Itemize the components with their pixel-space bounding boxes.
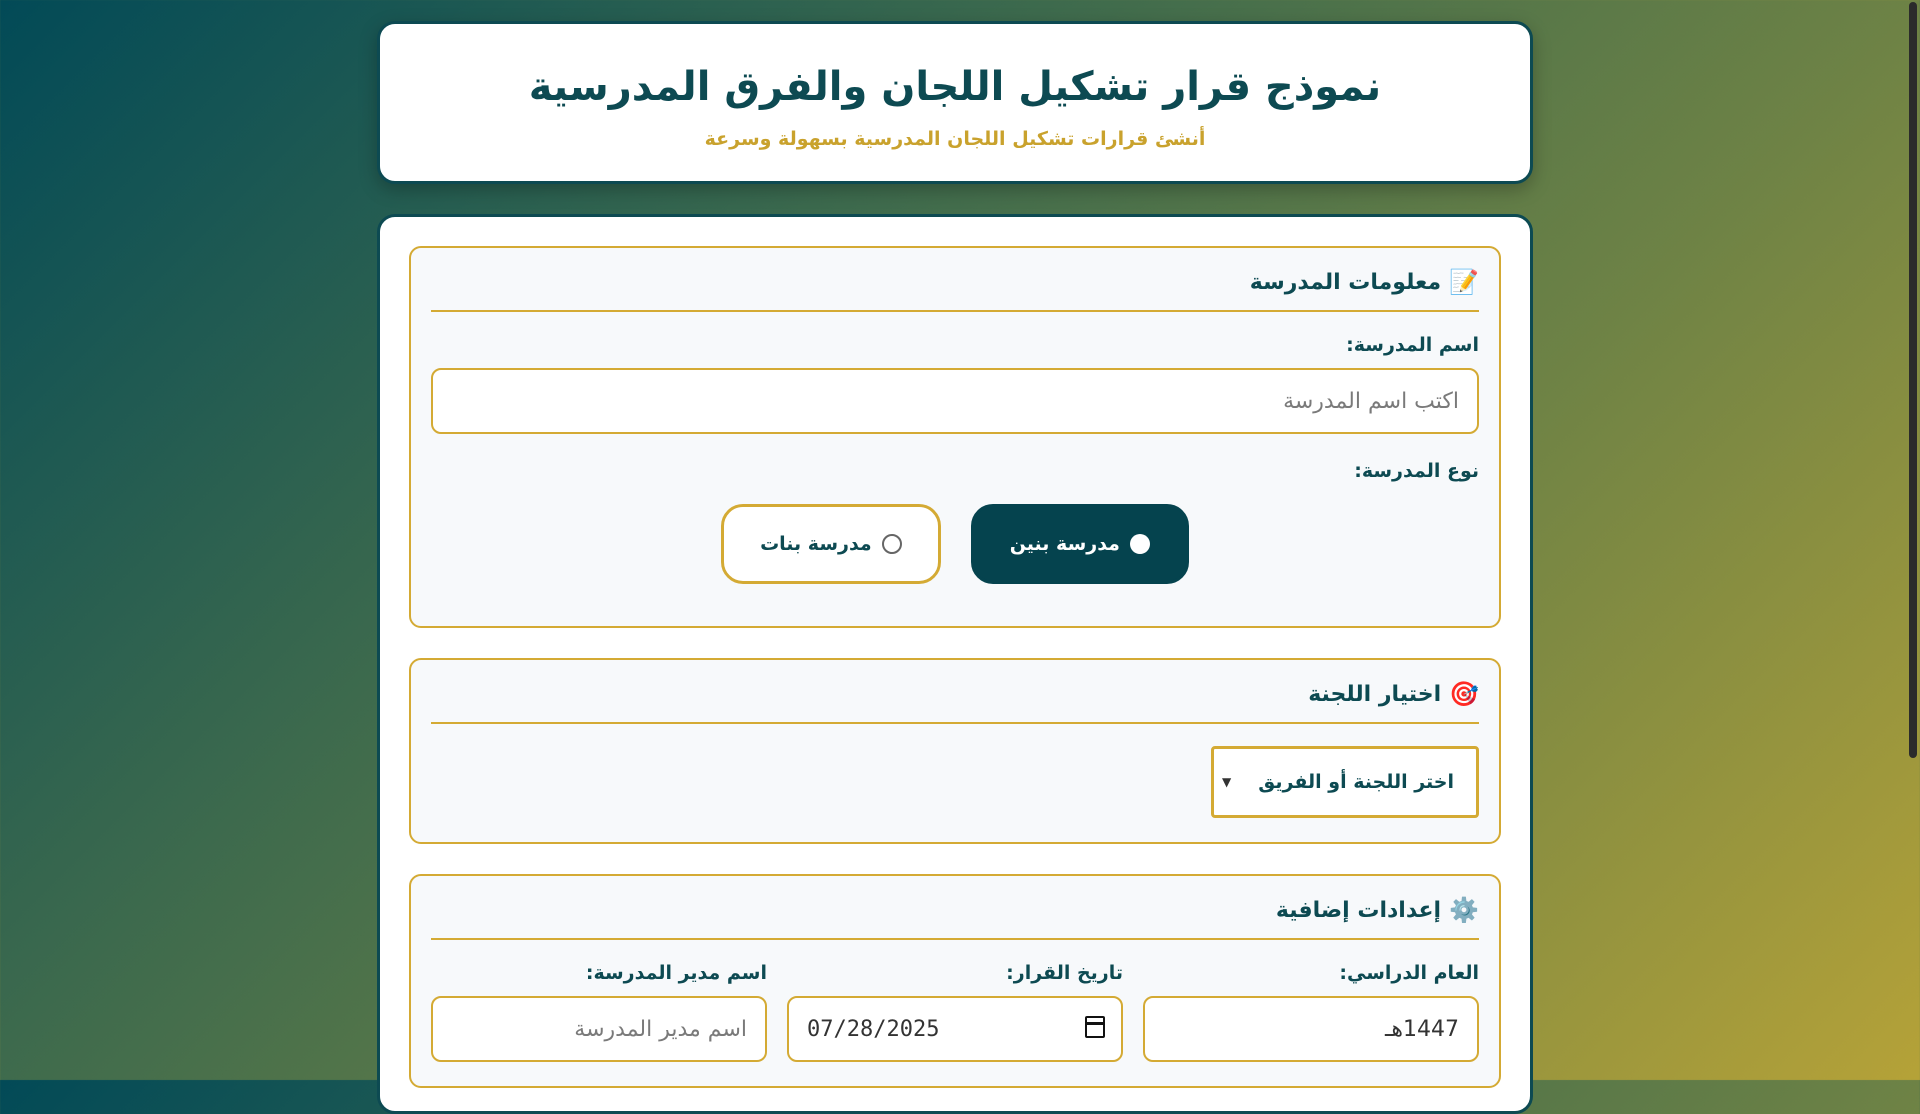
header-card <box>377 21 1533 184</box>
page-container <box>377 21 1533 1114</box>
committee-section <box>409 658 1501 844</box>
school-info-section <box>409 246 1501 628</box>
committee-title: اختيار اللجنة <box>1308 681 1442 707</box>
settings-fields <box>431 962 1479 1062</box>
girls-school-label: مدرسة بنات <box>760 533 872 555</box>
committee-select[interactable] <box>1211 746 1479 818</box>
principal-input[interactable] <box>431 996 767 1062</box>
school-name-label: اسم المدرسة: <box>1346 334 1479 356</box>
school-type-label: نوع المدرسة: <box>1354 460 1479 482</box>
settings-title: إعدادات إضافية <box>1275 897 1442 923</box>
radio-selected-icon <box>1130 534 1150 554</box>
year-input[interactable] <box>1143 996 1479 1062</box>
school-info-header <box>431 268 1479 312</box>
page-scrollbar[interactable] <box>1906 0 1920 1080</box>
committee-header <box>431 680 1479 724</box>
girls-school-option[interactable] <box>721 504 941 584</box>
school-name-input[interactable] <box>431 368 1479 434</box>
date-label: تاريخ القرار: <box>1006 962 1123 984</box>
settings-section <box>409 874 1501 1088</box>
boys-school-option[interactable] <box>971 504 1189 584</box>
calendar-icon[interactable] <box>1085 1016 1105 1038</box>
year-label: العام الدراسي: <box>1339 962 1479 984</box>
target-icon: 🎯 <box>1449 680 1479 708</box>
settings-header <box>431 896 1479 940</box>
school-type-options <box>431 504 1479 602</box>
radio-unselected-icon <box>882 534 902 554</box>
boys-school-label: مدرسة بنين <box>1009 533 1120 555</box>
page-subtitle: أنشئ قرارات تشكيل اللجان المدرسية بسهولة وسرعة <box>704 128 1206 150</box>
page-title: نموذج قرار تشكيل اللجان والفرق المدرسية <box>528 64 1382 110</box>
date-input[interactable] <box>787 996 1123 1062</box>
gear-icon: ⚙️ <box>1449 896 1479 924</box>
scrollbar-thumb[interactable] <box>1909 2 1917 758</box>
date-field <box>787 962 1123 1062</box>
principal-label: اسم مدير المدرسة: <box>585 962 767 984</box>
school-info-title: معلومات المدرسة <box>1249 269 1442 295</box>
form-card <box>377 214 1533 1114</box>
year-field <box>1143 962 1479 1062</box>
date-input-wrap <box>787 996 1123 1062</box>
committee-select-label: اختر اللجنة أو الفريق <box>1258 771 1454 793</box>
memo-icon: 📝 <box>1449 268 1479 296</box>
principal-field <box>431 962 767 1062</box>
dropdown-arrow-icon: ▼ <box>1222 775 1232 789</box>
